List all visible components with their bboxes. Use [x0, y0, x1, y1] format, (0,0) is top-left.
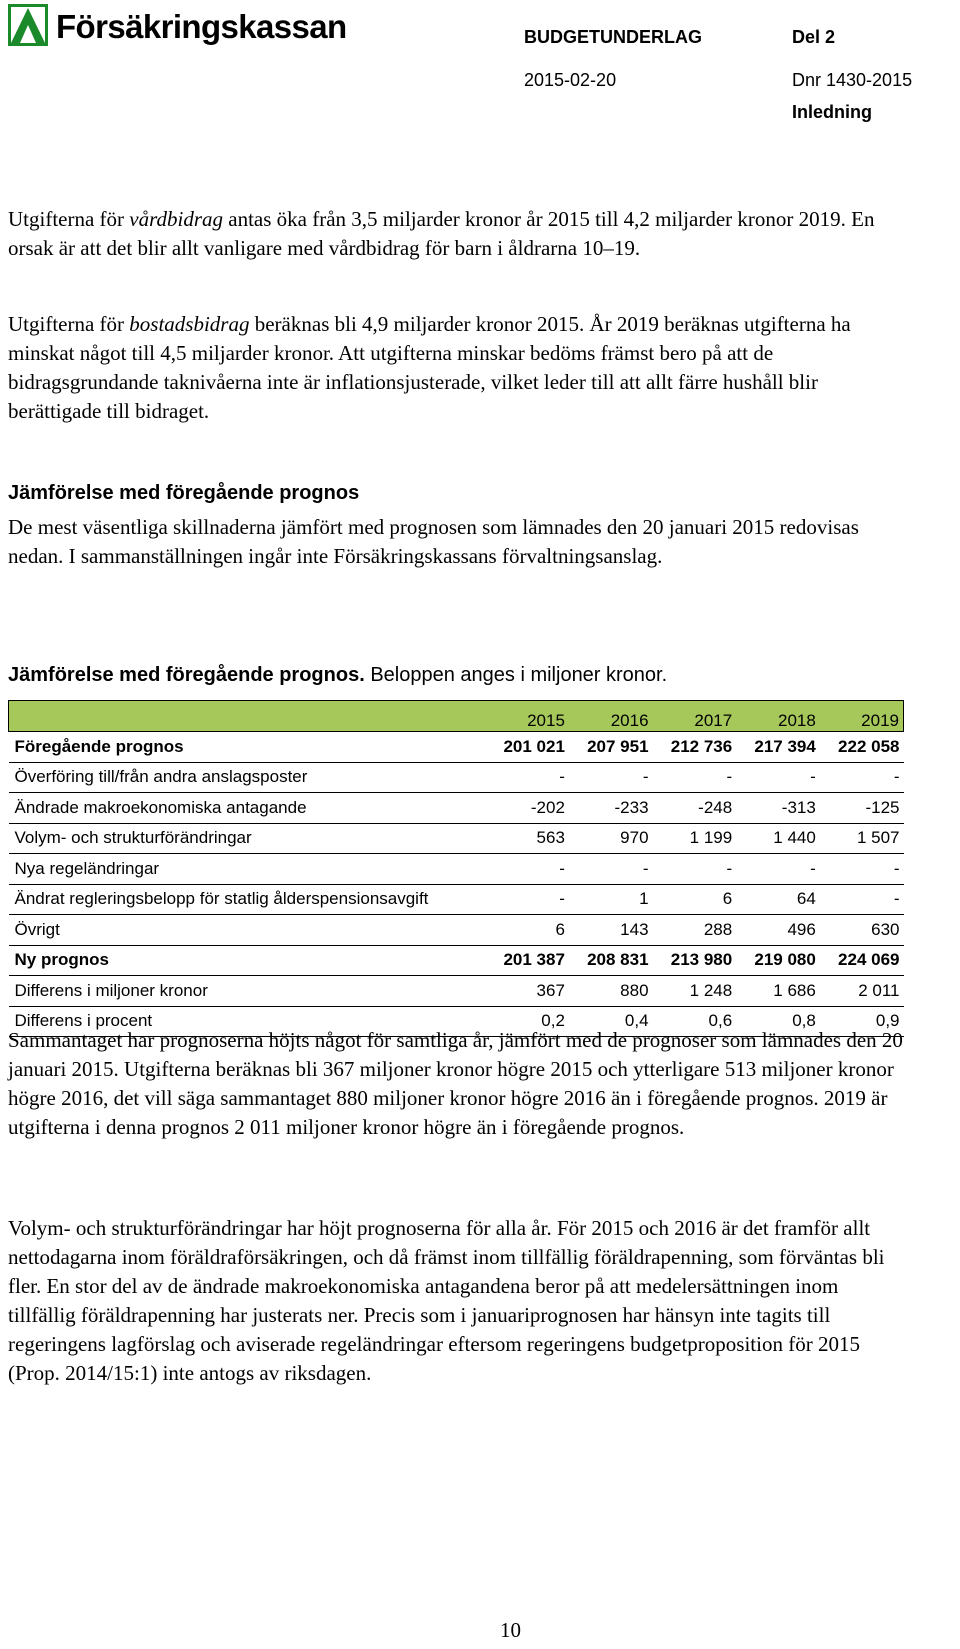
table-cell: -313 — [736, 793, 820, 824]
table-row — [9, 976, 904, 1007]
comparison-table — [8, 700, 904, 1037]
table-cell: 208 831 — [569, 945, 653, 976]
table-cell: 1 440 — [736, 823, 820, 854]
row-label: Differens i procent — [9, 1006, 486, 1037]
table-cell: - — [736, 762, 820, 793]
table-header-year: 2019 — [820, 701, 904, 732]
table-cell: - — [820, 884, 904, 915]
table-header-row — [9, 701, 904, 732]
row-label: Nya regeländringar — [9, 854, 486, 885]
page-number: 10 — [500, 1618, 521, 1642]
table-cell: - — [653, 762, 737, 793]
table-cell: 288 — [653, 915, 737, 946]
row-label: Föregående prognos — [9, 732, 486, 763]
table-cell: -125 — [820, 793, 904, 824]
table-row — [9, 732, 904, 763]
row-label: Överföring till/från andra anslagsposter — [9, 762, 486, 793]
table-header-year: 2018 — [736, 701, 820, 732]
table-row — [9, 945, 904, 976]
table-cell: - — [653, 854, 737, 885]
paragraph-comparison-intro: De mest väsentliga skillnaderna jämfört med prognosen som lämnades den 20 januari 2015 redovisas nedan. I sammanställningen ingår inte Försäkringskassans förvaltningsanslag. — [8, 515, 859, 568]
row-label: Ny prognos — [9, 945, 486, 976]
table-header-year: 2017 — [653, 701, 737, 732]
table-cell: - — [569, 762, 653, 793]
table-cell: 0,2 — [485, 1006, 569, 1037]
table-row — [9, 793, 904, 824]
logo — [8, 4, 347, 46]
table-cell: 0,8 — [736, 1006, 820, 1037]
table-cell: 219 080 — [736, 945, 820, 976]
table-cell: - — [820, 854, 904, 885]
table-cell: -233 — [569, 793, 653, 824]
table-cell: -202 — [485, 793, 569, 824]
row-label: Volym- och strukturförändringar — [9, 823, 486, 854]
table-cell: - — [820, 762, 904, 793]
table-cell: 1 199 — [653, 823, 737, 854]
paragraph-summary: Sammantaget har prognoserna höjts något för samtliga år, jämfört med de prognoser som lämnades den 20 januari 2015. Utgifterna beräknas bli 367 miljoner kronor högre 2015 och ytterligare 513 miljoner kronor högre 2016, det vill säga sammantaget 880 miljoner kronor högre 2016 än i föregående prognos. 2019 är utgifterna i denna prognos 2 011 miljoner kronor högre än i föregående prognos. — [8, 1028, 903, 1139]
paragraph-bostadsbidrag: Utgifterna för bostadsbidrag beräknas bli 4,9 miljarder kronor 2015. År 2019 beräknas utgifterna ha minskat något till 4,5 miljarder kronor. Att utgifterna minskar bedöms främst bero på att de bidragsgrundande taknivåerna inte är inflationsjusterade, vilket leder till att allt färre hushåll blir berättigade till bidraget. — [8, 312, 851, 423]
table-cell: 6 — [653, 884, 737, 915]
table-row — [9, 762, 904, 793]
table-cell: - — [569, 854, 653, 885]
table-cell: 217 394 — [736, 732, 820, 763]
part-label: Del 2 — [792, 27, 836, 47]
table-caption: Jämförelse med föregående prognos. Beloppen anges i miljoner kronor. — [8, 664, 668, 686]
table-cell: 143 — [569, 915, 653, 946]
doc-date: 2015-02-20 — [524, 70, 617, 90]
table-cell: - — [485, 762, 569, 793]
table-cell: - — [736, 854, 820, 885]
table-cell: - — [485, 884, 569, 915]
logo-text: Försäkringskassan — [56, 8, 347, 45]
table-header-year: 2016 — [569, 701, 653, 732]
table-cell: 6 — [485, 915, 569, 946]
table-cell: 64 — [736, 884, 820, 915]
table-cell: 1 507 — [820, 823, 904, 854]
table-cell: 1 686 — [736, 976, 820, 1007]
row-label: Differens i miljoner kronor — [9, 976, 486, 1007]
table-cell: 213 980 — [653, 945, 737, 976]
table-cell: 0,9 — [820, 1006, 904, 1037]
table-cell: - — [485, 854, 569, 885]
table-cell: 630 — [820, 915, 904, 946]
table-cell: 224 069 — [820, 945, 904, 976]
table-cell: 970 — [569, 823, 653, 854]
table-cell: 880 — [569, 976, 653, 1007]
table-cell: 0,4 — [569, 1006, 653, 1037]
doc-number: Dnr 1430-2015 — [792, 70, 913, 90]
table-cell: -248 — [653, 793, 737, 824]
table-row — [9, 915, 904, 946]
table-row — [9, 884, 904, 915]
table-cell: 0,6 — [653, 1006, 737, 1037]
table-cell: 496 — [736, 915, 820, 946]
logo-mark-icon — [8, 4, 48, 46]
table-cell: 201 021 — [485, 732, 569, 763]
table-header-year: 2015 — [485, 701, 569, 732]
table-cell: 1 — [569, 884, 653, 915]
table-cell: 1 248 — [653, 976, 737, 1007]
row-label: Ändrat regleringsbelopp för statlig ålderspensionsavgift — [9, 884, 486, 915]
table-row — [9, 854, 904, 885]
table-cell: 201 387 — [485, 945, 569, 976]
table-header-blank — [9, 701, 486, 732]
doc-type: BUDGETUNDERLAG — [524, 27, 702, 47]
table-cell: 367 — [485, 976, 569, 1007]
table-cell: 207 951 — [569, 732, 653, 763]
table-cell: 222 058 — [820, 732, 904, 763]
row-label: Övrigt — [9, 915, 486, 946]
table-cell: 563 — [485, 823, 569, 854]
table-cell: 212 736 — [653, 732, 737, 763]
row-label: Ändrade makroekonomiska antagande — [9, 793, 486, 824]
section-label: Inledning — [792, 102, 872, 122]
paragraph-volume-changes: Volym- och strukturförändringar har höjt prognoserna för alla år. För 2015 och 2016 är det framför allt nettodagarna inom föräldraförsäkringen, och då främst inom tillfällig föräldrapenning, som förväntas bli fler. En stor del av de ändrade makroekonomiska antagandena beror på att medelersättningen inom tillfällig föräldrapenning har justerats ner. Precis som i januariprognosen har hänsyn inte tagits till regeringens lagförslag och aviserade regeländringar eftersom regeringens budgetproposition för 2015 (Prop. 2014/15:1) inte antogs av riksdagen. — [8, 1216, 885, 1385]
paragraph-vardbidrag: Utgifterna för vårdbidrag antas öka från 3,5 miljarder kronor år 2015 till 4,2 miljarder kronor 2019. En orsak är att det blir allt vanligare med vårdbidrag för barn i åldrarna 10–19. — [8, 207, 875, 260]
table-cell: 2 011 — [820, 976, 904, 1007]
table-row — [9, 823, 904, 854]
section-heading: Jämförelse med föregående prognos — [8, 482, 360, 504]
